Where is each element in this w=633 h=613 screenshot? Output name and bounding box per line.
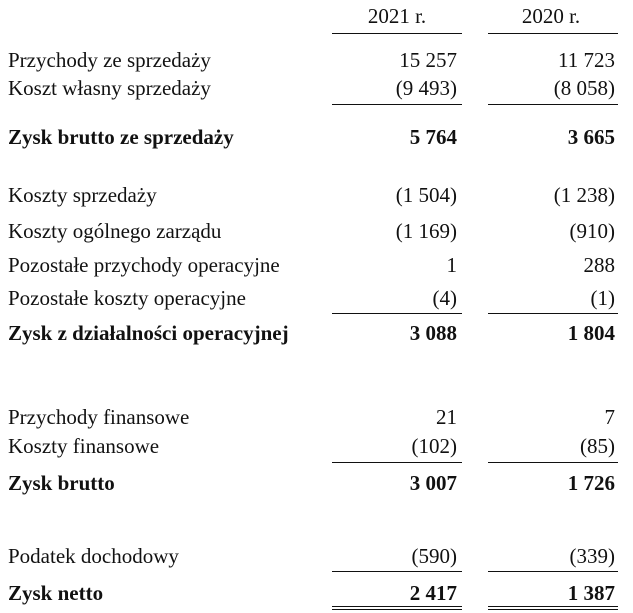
subtotal-rule-2021 [332, 104, 462, 105]
row-value-2020-financial-costs: (85) [580, 434, 615, 458]
row-label-financial-costs: Koszty finansowe [8, 434, 160, 458]
total-double-rule-2020 [488, 606, 618, 610]
subtotal-rule-2020 [488, 462, 618, 463]
row-label-other-operating-income: Pozostałe przychody operacyjne [8, 253, 280, 277]
row-label-revenue: Przychody ze sprzedaży [8, 48, 211, 72]
row-value-2021-financial-costs: (102) [411, 434, 457, 458]
row-value-2020-gross-profit-on-sales: 3 665 [567, 125, 615, 149]
row-label-income-tax: Podatek dochodowy [8, 544, 179, 568]
row-value-2021-admin-costs: (1 169) [395, 219, 457, 243]
row-value-2020-other-operating-income: 288 [583, 253, 615, 277]
row-value-2021-financial-income: 21 [436, 405, 457, 429]
subtotal-rule-2021 [332, 462, 462, 463]
row-label-net-profit: Zysk netto [8, 581, 104, 605]
column-header-2021: 2021 r. [367, 4, 427, 28]
subtotal-rule-2020 [488, 313, 618, 314]
row-label-operating-profit: Zysk z działalności operacyjnej [8, 321, 289, 345]
row-value-2021-other-operating-income: 1 [446, 253, 457, 277]
row-value-2020-profit-before-tax: 1 726 [567, 471, 615, 495]
row-value-2021-cost-of-sales: (9 493) [395, 76, 457, 100]
column-header-2020: 2020 r. [521, 4, 581, 28]
row-label-other-operating-costs: Pozostałe koszty operacyjne [8, 286, 246, 310]
row-value-2021-gross-profit-on-sales: 5 764 [409, 125, 457, 149]
row-value-2021-profit-before-tax: 3 007 [409, 471, 457, 495]
row-value-2021-operating-profit: 3 088 [409, 321, 457, 345]
subtotal-rule-2020 [488, 571, 618, 572]
total-double-rule-2021 [332, 606, 462, 610]
row-value-2020-income-tax: (339) [569, 544, 615, 568]
row-label-gross-profit-on-sales: Zysk brutto ze sprzedaży [8, 125, 234, 149]
row-value-2020-revenue: 11 723 [558, 48, 615, 72]
row-value-2020-selling-costs: (1 238) [553, 183, 615, 207]
row-label-cost-of-sales: Koszt własny sprzedaży [8, 76, 211, 100]
row-value-2021-selling-costs: (1 504) [395, 183, 457, 207]
header-underline-2021 [332, 33, 462, 34]
row-label-financial-income: Przychody finansowe [8, 405, 190, 429]
row-value-2020-admin-costs: (910) [569, 219, 615, 243]
row-label-admin-costs: Koszty ogólnego zarządu [8, 219, 222, 243]
subtotal-rule-2021 [332, 313, 462, 314]
subtotal-rule-2020 [488, 104, 618, 105]
row-value-2021-net-profit: 2 417 [409, 581, 457, 605]
row-value-2020-cost-of-sales: (8 058) [553, 76, 615, 100]
row-value-2020-net-profit: 1 387 [567, 581, 615, 605]
row-value-2021-income-tax: (590) [411, 544, 457, 568]
row-value-2021-revenue: 15 257 [399, 48, 457, 72]
subtotal-rule-2021 [332, 571, 462, 572]
row-value-2020-financial-income: 7 [604, 405, 615, 429]
header-underline-2020 [488, 33, 618, 34]
row-value-2021-other-operating-costs: (4) [432, 286, 457, 310]
row-label-profit-before-tax: Zysk brutto [8, 471, 115, 495]
row-label-selling-costs: Koszty sprzedaży [8, 183, 157, 207]
row-value-2020-operating-profit: 1 804 [567, 321, 615, 345]
row-value-2020-other-operating-costs: (1) [590, 286, 615, 310]
